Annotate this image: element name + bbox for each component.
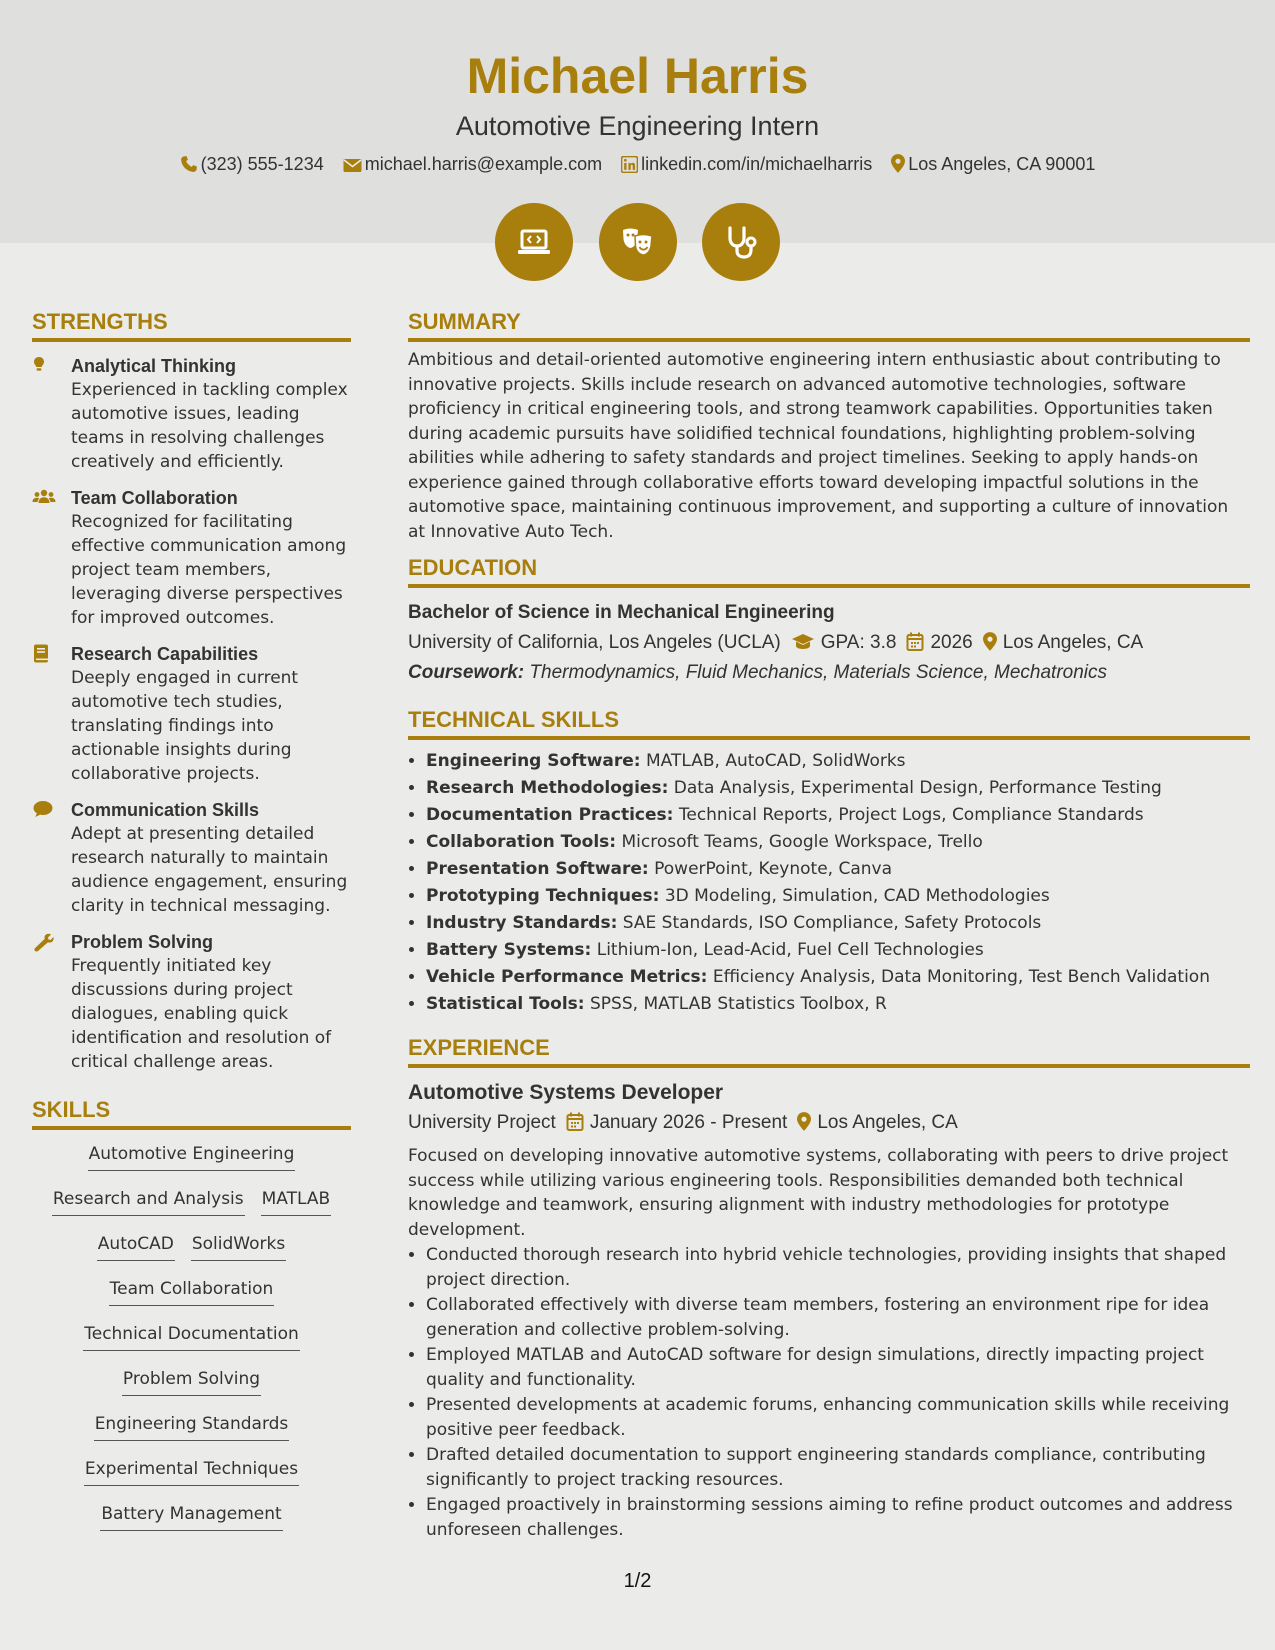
tech-skill-label: Collaboration Tools: — [426, 832, 617, 852]
location-text: Los Angeles, CA 90001 — [908, 154, 1096, 174]
job-bullet: • Employed MATLAB and AutoCAD software for design simulations, directly impacting project quality and functionality. — [426, 1343, 1250, 1392]
contact-email[interactable] — [343, 152, 602, 176]
lightbulb-icon — [32, 356, 56, 376]
tech-skill-value: PowerPoint, Keynote, Canva — [654, 859, 893, 879]
calendar-icon — [566, 1112, 584, 1131]
page-number: 1/2 — [623, 1570, 652, 1592]
linkedin-text: linkedin.com/in/michaelharris — [641, 154, 873, 174]
map-marker-icon — [797, 1112, 811, 1131]
gpa: GPA: 3.8 — [820, 632, 897, 653]
experience-heading: EXPERIENCE — [408, 1032, 1250, 1068]
phone-text: (323) 555-1234 — [200, 154, 324, 174]
coursework — [408, 658, 1250, 688]
skill-tag: Team Collaboration — [109, 1277, 275, 1306]
tech-skill-value: Technical Reports, Project Logs, Compliance Standards — [678, 805, 1144, 825]
technical-skills-heading: TECHNICAL SKILLS — [408, 704, 1250, 740]
strength-desc: Deeply engaged in current automotive tech studies, translating findings into actionable insights during collaborative projects. — [71, 668, 299, 784]
job-dates: January 2026 - Present — [589, 1112, 788, 1133]
skills-list — [32, 1142, 351, 1547]
job-bullet: • Engaged proactively in brainstorming sessions aiming to refine product outcomes and address unforeseen challenges. — [426, 1493, 1250, 1542]
tech-skill-item — [426, 964, 1250, 991]
graduation-cap-icon — [791, 633, 815, 651]
skill-tag: Research and Analysis — [52, 1187, 245, 1216]
tech-skill-label: Statistical Tools: — [426, 994, 585, 1014]
summary-heading: SUMMARY — [408, 306, 1250, 342]
tech-skill-value: Microsoft Teams, Google Workspace, Trello — [621, 832, 983, 852]
tech-skill-item — [426, 937, 1250, 964]
tech-skill-item — [426, 856, 1250, 883]
strength-item — [32, 354, 351, 474]
tech-skill-label: Presentation Software: — [426, 859, 649, 879]
candidate-title: Automotive Engineering Intern — [455, 111, 820, 141]
strength-desc: Experienced in tackling complex automotive issues, leading teams in resolving challenges creatively and efficiently. — [71, 380, 348, 472]
hobby-icons — [0, 203, 1275, 281]
job-description: Focused on developing innovative automotive systems, collaborating with peers to drive project success while utilizing various engineering tools. Responsibilities demanded both technical knowledge and teamwork, ensuring alignment with industry methodologies for prototype development. — [408, 1146, 1229, 1240]
contact-location — [891, 152, 1095, 176]
job-details — [408, 1108, 1250, 1138]
skill-tag: AutoCAD — [97, 1232, 175, 1261]
education-heading: EDUCATION — [408, 552, 1250, 588]
envelope-icon — [343, 157, 362, 173]
laptop-code-icon — [516, 224, 552, 260]
tech-skill-label: Vehicle Performance Metrics: — [426, 967, 708, 987]
tech-skill-value: Efficiency Analysis, Data Monitoring, Test Bench Validation — [712, 967, 1210, 987]
linkedin-icon — [621, 156, 638, 173]
book-icon — [32, 644, 56, 664]
stethoscope-circle — [702, 203, 780, 281]
job-bullet: • Presented developments at academic forums, enhancing communication skills while receiving positive peer feedback. — [426, 1393, 1250, 1442]
strength-desc: Frequently initiated key discussions during project dialogues, enabling quick identification and resolution of critical challenge areas. — [71, 956, 332, 1072]
job-location: Los Angeles, CA — [817, 1112, 958, 1133]
comment-icon — [32, 800, 56, 820]
grad-year: 2026 — [930, 632, 973, 653]
skill-tag: Automotive Engineering — [88, 1142, 296, 1171]
tech-skill-label: Engineering Software: — [426, 751, 641, 771]
stethoscope-icon — [723, 224, 759, 260]
job-title: Automotive Systems Developer — [408, 1081, 724, 1104]
degree: Bachelor of Science in Mechanical Engineering — [408, 602, 835, 623]
tech-skill-label: Industry Standards: — [426, 913, 618, 933]
strength-name: Research Capabilities — [71, 644, 259, 664]
skill-tag: MATLAB — [261, 1187, 332, 1216]
wrench-icon — [32, 932, 56, 952]
contact-bar — [0, 152, 1275, 176]
tech-skill-item — [426, 883, 1250, 910]
tech-skill-value: SPSS, MATLAB Statistics Toolbox, R — [590, 994, 887, 1014]
right-column — [408, 306, 1250, 1542]
job-org: University Project — [408, 1112, 556, 1133]
technical-skills-list — [408, 748, 1250, 1018]
laptop-code-circle — [495, 203, 573, 281]
job-bullet: • Drafted detailed documentation to support engineering standards compliance, contributing significantly to project tracking resources. — [426, 1443, 1250, 1492]
tech-skill-value: SAE Standards, ISO Compliance, Safety Protocols — [622, 913, 1042, 933]
skill-tag: Technical Documentation — [83, 1322, 300, 1351]
phone-icon — [180, 155, 198, 173]
email-text: michael.harris@example.com — [364, 154, 603, 174]
job-bullet: • Conducted thorough research into hybrid vehicle technologies, providing insights that shaped project direction. — [426, 1243, 1250, 1292]
tech-skill-value: MATLAB, AutoCAD, SolidWorks — [646, 751, 906, 771]
education-details — [408, 628, 1250, 658]
tech-skill-item — [426, 829, 1250, 856]
calendar-icon — [906, 632, 924, 651]
strength-item — [32, 798, 351, 918]
theater-masks-circle — [599, 203, 677, 281]
summary-text: Ambitious and detail-oriented automotive engineering intern enthusiastic about contributing to innovative projects. Skills include research on advanced automotive technologies, software proficiency in critical engineering tools, and strong teamwork capabilities. Opportunities taken during academic pursuits have solidified technical foundations, highlighting problem-solving abilities while adhering to safety standards and project timelines. Seeking to apply hands-on experience gained through collaborative efforts toward developing impactful solutions in the automotive space, maintaining continuous improvement, and supporting a culture of innovation at Innovative Auto Tech. — [408, 350, 1229, 542]
strength-item — [32, 486, 351, 630]
tech-skill-value: Lithium-Ion, Lead-Acid, Fuel Cell Technologies — [596, 940, 984, 960]
strength-desc: Adept at presenting detailed research naturally to maintain audience engagement, ensuring clarity in technical messaging. — [71, 824, 348, 916]
education-location: Los Angeles, CA — [1002, 632, 1144, 653]
strength-name: Problem Solving — [71, 932, 214, 952]
contact-phone[interactable] — [180, 152, 324, 176]
strength-name: Team Collaboration — [71, 488, 238, 508]
left-column — [32, 306, 351, 1547]
tech-skill-item — [426, 802, 1250, 829]
job-bullet: • Collaborated effectively with diverse team members, fostering an environment ripe for idea generation and collective problem-solving. — [426, 1293, 1250, 1342]
strengths-heading: STRENGTHS — [32, 306, 351, 342]
map-marker-icon — [891, 154, 905, 173]
strength-item — [32, 642, 351, 786]
coursework-label: Coursework: — [408, 662, 525, 683]
skill-tag: Engineering Standards — [94, 1412, 290, 1441]
skill-tag: Problem Solving — [122, 1367, 261, 1396]
skill-tag: Experimental Techniques — [84, 1457, 299, 1486]
contact-linkedin[interactable] — [621, 152, 872, 176]
tech-skill-value: 3D Modeling, Simulation, CAD Methodologies — [664, 886, 1050, 906]
skill-tag: Battery Management — [100, 1502, 282, 1531]
tech-skill-item — [426, 748, 1250, 775]
map-marker-icon — [983, 632, 997, 651]
tech-skill-value: Data Analysis, Experimental Design, Performance Testing — [673, 778, 1162, 798]
skills-heading: SKILLS — [32, 1094, 351, 1130]
job-bullets — [408, 1243, 1250, 1542]
strength-name: Communication Skills — [71, 800, 260, 820]
masks-theater-icon — [620, 224, 656, 260]
strength-desc: Recognized for facilitating effective communication among project team members, leveraging diverse perspectives for improved outcomes. — [71, 512, 347, 628]
coursework-list: Thermodynamics, Fluid Mechanics, Materials Science, Mechatronics — [529, 662, 1108, 683]
tech-skill-label: Research Methodologies: — [426, 778, 669, 798]
tech-skill-label: Battery Systems: — [426, 940, 592, 960]
skill-tag: SolidWorks — [191, 1232, 286, 1261]
tech-skill-item — [426, 991, 1250, 1018]
strength-name: Analytical Thinking — [71, 356, 237, 376]
candidate-name: Michael Harris — [466, 48, 809, 104]
school-name: University of California, Los Angeles (UCLA) — [408, 632, 781, 653]
strength-item — [32, 930, 351, 1074]
tech-skill-item — [426, 910, 1250, 937]
tech-skill-label: Prototyping Techniques: — [426, 886, 660, 906]
tech-skill-item — [426, 775, 1250, 802]
tech-skill-label: Documentation Practices: — [426, 805, 674, 825]
users-icon — [32, 488, 56, 508]
